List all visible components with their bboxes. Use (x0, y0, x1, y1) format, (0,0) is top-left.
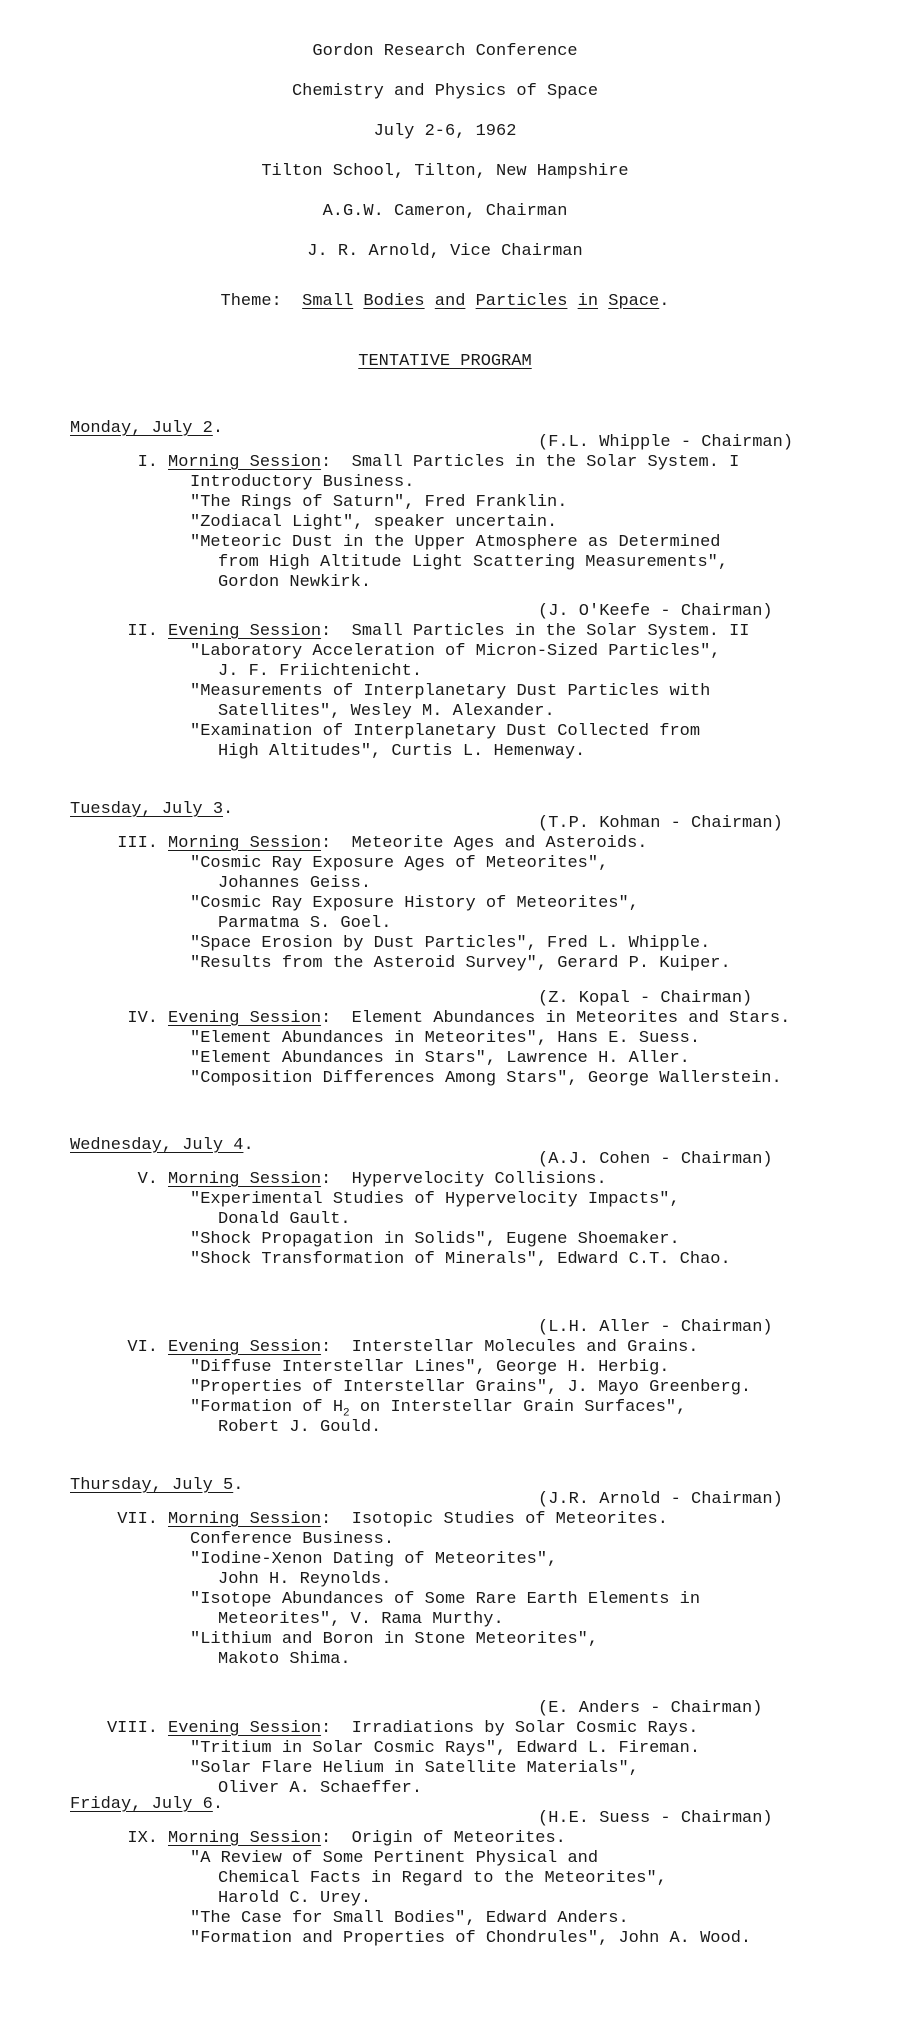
talk-text: Chemical Facts in Regard to the Meteorites", (218, 1869, 667, 1888)
talk-text: "Composition Differences Among Stars", George Wallerstein. (190, 1069, 782, 1088)
talk-text: "Properties of Interstellar Grains", J. Mayo Greenberg. (190, 1378, 752, 1397)
session-numeral: I. (137, 453, 158, 472)
talk-line (218, 1889, 371, 1909)
session-label: Evening Session (168, 622, 322, 641)
session-chairman: (L.H. Aller - Chairman) (538, 1318, 773, 1337)
talk-text: Satellites", Wesley M. Alexander. (218, 702, 555, 721)
talk-line (190, 954, 731, 974)
talk-line (218, 1779, 422, 1799)
talk-line (190, 1759, 639, 1779)
day-dot: . (223, 800, 234, 819)
talk-line (190, 473, 414, 493)
session-heading (168, 453, 739, 473)
talk-line (218, 1570, 391, 1590)
session-label: Evening Session (168, 1338, 322, 1357)
session-numeral: IX. (127, 1829, 158, 1848)
session-topic: Interstellar Molecules and Grains. (351, 1338, 699, 1357)
talk-line (218, 1210, 351, 1230)
talk-line (190, 722, 700, 742)
session-topic: Small Particles in the Solar System. II (351, 622, 750, 641)
talk-text: "Cosmic Ray Exposure Ages of Meteorites", (190, 854, 609, 873)
conference-location: Tilton School, Tilton, New Hampshire (261, 162, 629, 181)
talk-text: "Lithium and Boron in Stone Meteorites", (190, 1630, 599, 1649)
session-label: Morning Session (168, 453, 322, 472)
session-numeral: VIII. (106, 1719, 158, 1738)
session-chairman: (J. O'Keefe - Chairman) (538, 602, 773, 621)
talk-text: John H. Reynolds. (218, 1570, 392, 1589)
session-chairman: (A.J. Cohen - Chairman) (538, 1150, 773, 1169)
talk-line (190, 854, 608, 874)
session-chairman: (F.L. Whipple - Chairman) (538, 433, 794, 452)
talk-text: Harold C. Urey. (218, 1889, 372, 1908)
day-heading (70, 1136, 254, 1156)
talk-line (218, 1650, 351, 1670)
session-numeral: VI. (127, 1338, 158, 1357)
talk-line (190, 1530, 394, 1550)
session-numeral: V. (137, 1170, 158, 1189)
session-colon: : (321, 1170, 332, 1189)
talk-text: "Shock Transformation of Minerals", Edward C.T. Chao. (190, 1250, 731, 1269)
talk-line (190, 682, 710, 702)
theme-label: Theme: (220, 292, 282, 311)
talk-text: "The Case for Small Bodies", Edward Anders. (190, 1909, 629, 1928)
talk-line (190, 1739, 700, 1759)
session-topic: Isotopic Studies of Meteorites. (351, 1510, 668, 1529)
theme-word: Particles (475, 292, 568, 311)
talk-text: "Laboratory Acceleration of Micron-Sized Particles", (190, 642, 721, 661)
day-heading (70, 1795, 223, 1815)
session-numeral: VII. (117, 1510, 158, 1529)
theme-word: Bodies (363, 292, 425, 311)
talk-text: "Tritium in Solar Cosmic Rays", Edward L. Fireman. (190, 1739, 701, 1758)
session-colon: : (321, 1009, 332, 1028)
session-heading (168, 622, 750, 642)
session-chairman: (E. Anders - Chairman) (538, 1699, 763, 1718)
talk-line (218, 874, 371, 894)
day-dot: . (212, 419, 224, 438)
talk-text: "Diffuse Interstellar Lines", George H. Herbig. (190, 1358, 670, 1377)
talk-text: Parmatma S. Goel. (218, 914, 392, 933)
talk-line (190, 1029, 700, 1049)
day-date: Friday, July 6 (70, 1795, 213, 1814)
session-heading (168, 1338, 699, 1358)
talk-line (190, 1358, 669, 1378)
talk-text: "Formation of H (190, 1398, 344, 1417)
day-heading (70, 800, 233, 820)
conference-chairman: A.G.W. Cameron, Chairman (322, 202, 568, 221)
talk-text: Makoto Shima. (218, 1650, 351, 1669)
talk-line (218, 742, 585, 762)
session-topic: Element Abundances in Meteorites and Stars. (351, 1009, 791, 1028)
talk-text: Donald Gault. (218, 1210, 351, 1229)
talk-line (190, 1069, 782, 1089)
session-numeral: II. (127, 622, 158, 641)
talk-text: Robert J. Gould. (218, 1418, 382, 1437)
talk-line (190, 493, 567, 513)
session-topic: Origin of Meteorites. (351, 1829, 566, 1848)
session-heading (168, 1009, 790, 1029)
conference-dates: July 2-6, 1962 (373, 122, 517, 141)
day-date: Thursday, July 5 (70, 1476, 234, 1495)
talk-text: from High Altitude Light Scattering Measurements", (218, 553, 729, 572)
talk-line (218, 702, 555, 722)
talk-text: "Experimental Studies of Hypervelocity Impacts", (190, 1190, 680, 1209)
talk-line (218, 1869, 667, 1889)
talk-line (190, 1849, 598, 1869)
talk-text: "Iodine-Xenon Dating of Meteorites", (190, 1550, 558, 1569)
talk-line (190, 1190, 680, 1210)
session-chairman: (H.E. Suess - Chairman) (538, 1809, 773, 1828)
day-date: Tuesday, July 3 (70, 800, 224, 819)
talk-line (190, 513, 557, 533)
day-dot: . (212, 1795, 224, 1814)
talk-line (190, 1049, 690, 1069)
talk-line (190, 1230, 680, 1250)
session-topic: Irradiations by Solar Cosmic Rays. (351, 1719, 699, 1738)
talk-line (190, 894, 639, 914)
theme-word: Small (302, 292, 354, 311)
session-heading (168, 1829, 566, 1849)
talk-text: "Zodiacal Light", speaker uncertain. (190, 513, 558, 532)
session-heading (168, 1510, 668, 1530)
session-colon: : (321, 1510, 332, 1529)
talk-text: "Formation and Properties of Chondrules", John A. Wood. (190, 1929, 752, 1948)
session-topic: Hypervelocity Collisions. (351, 1170, 607, 1189)
talk-line (218, 573, 371, 593)
conference-subject: Chemistry and Physics of Space (291, 82, 599, 101)
session-heading (168, 1170, 607, 1190)
talk-text: "Space Erosion by Dust Particles", Fred L. Whipple. (190, 934, 711, 953)
day-date: Monday, July 2 (70, 419, 213, 438)
session-numeral: III. (117, 834, 158, 853)
session-label: Morning Session (168, 1170, 322, 1189)
session-colon: : (321, 453, 332, 472)
talk-line (190, 1590, 700, 1610)
session-colon: : (321, 834, 332, 853)
session-colon: : (321, 622, 332, 641)
conference-vice-chairman: J. R. Arnold, Vice Chairman (307, 242, 583, 261)
talk-line (190, 1250, 731, 1270)
talk-text: Oliver A. Schaeffer. (218, 1779, 423, 1798)
talk-line (218, 1418, 381, 1438)
talk-line (218, 553, 728, 573)
talk-text: Johannes Geiss. (218, 874, 372, 893)
talk-text: High Altitudes", Curtis L. Hemenway. (218, 742, 586, 761)
session-colon: : (321, 1719, 332, 1738)
talk-line (218, 914, 391, 934)
theme-word: and (434, 292, 466, 311)
session-topic: Meteorite Ages and Asteroids. (351, 834, 648, 853)
session-chairman: (J.R. Arnold - Chairman) (538, 1490, 783, 1509)
talk-text: "Element Abundances in Stars", Lawrence H. Aller. (190, 1049, 690, 1068)
session-numeral: IV. (127, 1009, 158, 1028)
talk-text: "Cosmic Ray Exposure History of Meteorites", (190, 894, 639, 913)
talk-text: "Results from the Asteroid Survey", Gerard P. Kuiper. (190, 954, 731, 973)
session-label: Evening Session (168, 1009, 322, 1028)
talk-line (190, 1378, 751, 1398)
talk-line (190, 1550, 557, 1570)
talk-text: "Solar Flare Helium in Satellite Materials", (190, 1759, 639, 1778)
program-title: TENTATIVE PROGRAM (358, 352, 532, 371)
day-dot: . (243, 1136, 254, 1155)
talk-line (190, 1909, 629, 1929)
conference-name: Gordon Research Conference (312, 42, 578, 61)
talk-text: Introductory Business. (190, 473, 415, 492)
session-label: Morning Session (168, 834, 322, 853)
day-heading (70, 1476, 243, 1496)
talk-text: "Meteoric Dust in the Upper Atmosphere as Determined (190, 533, 721, 552)
day-heading (70, 419, 223, 439)
talk-text: "The Rings of Saturn", Fred Franklin. (190, 493, 568, 512)
theme-end: . (659, 292, 670, 311)
talk-text: Gordon Newkirk. (218, 573, 372, 592)
talk-text: "A Review of Some Pertinent Physical and (190, 1849, 599, 1868)
talk-line (190, 934, 710, 954)
session-heading (168, 1719, 699, 1739)
theme-word: in (577, 292, 599, 311)
talk-line (218, 1610, 504, 1630)
talk-text-after: on Interstellar Grain Surfaces", (349, 1398, 687, 1417)
talk-text: J. F. Friichtenicht. (218, 662, 423, 681)
talk-text: Conference Business. (190, 1530, 395, 1549)
theme-word: Space (608, 292, 660, 311)
talk-text: "Shock Propagation in Solids", Eugene Shoemaker. (190, 1230, 680, 1249)
talk-line (190, 533, 721, 553)
day-date: Wednesday, July 4 (70, 1136, 244, 1155)
session-chairman: (T.P. Kohman - Chairman) (538, 814, 783, 833)
talk-subscript: 2 (343, 1407, 350, 1420)
session-colon: : (321, 1829, 332, 1848)
talk-text: "Examination of Interplanetary Dust Collected from (190, 722, 701, 741)
session-label: Evening Session (168, 1719, 322, 1738)
talk-line (218, 662, 422, 682)
session-chairman: (Z. Kopal - Chairman) (538, 989, 753, 1008)
day-dot: . (233, 1476, 244, 1495)
talk-text: "Element Abundances in Meteorites", Hans E. Suess. (190, 1029, 701, 1048)
talk-text: "Measurements of Interplanetary Dust Particles with (190, 682, 711, 701)
session-heading (168, 834, 648, 854)
session-label: Morning Session (168, 1829, 322, 1848)
talk-line (190, 1630, 598, 1650)
session-topic: Small Particles in the Solar System. I (351, 453, 740, 472)
talk-text: "Isotope Abundances of Some Rare Earth Elements in (190, 1590, 701, 1609)
theme-line (0, 292, 890, 312)
talk-line (190, 1929, 751, 1949)
session-colon: : (321, 1338, 332, 1357)
session-label: Morning Session (168, 1510, 322, 1529)
talk-line (190, 642, 721, 662)
talk-text: Meteorites", V. Rama Murthy. (218, 1610, 504, 1629)
